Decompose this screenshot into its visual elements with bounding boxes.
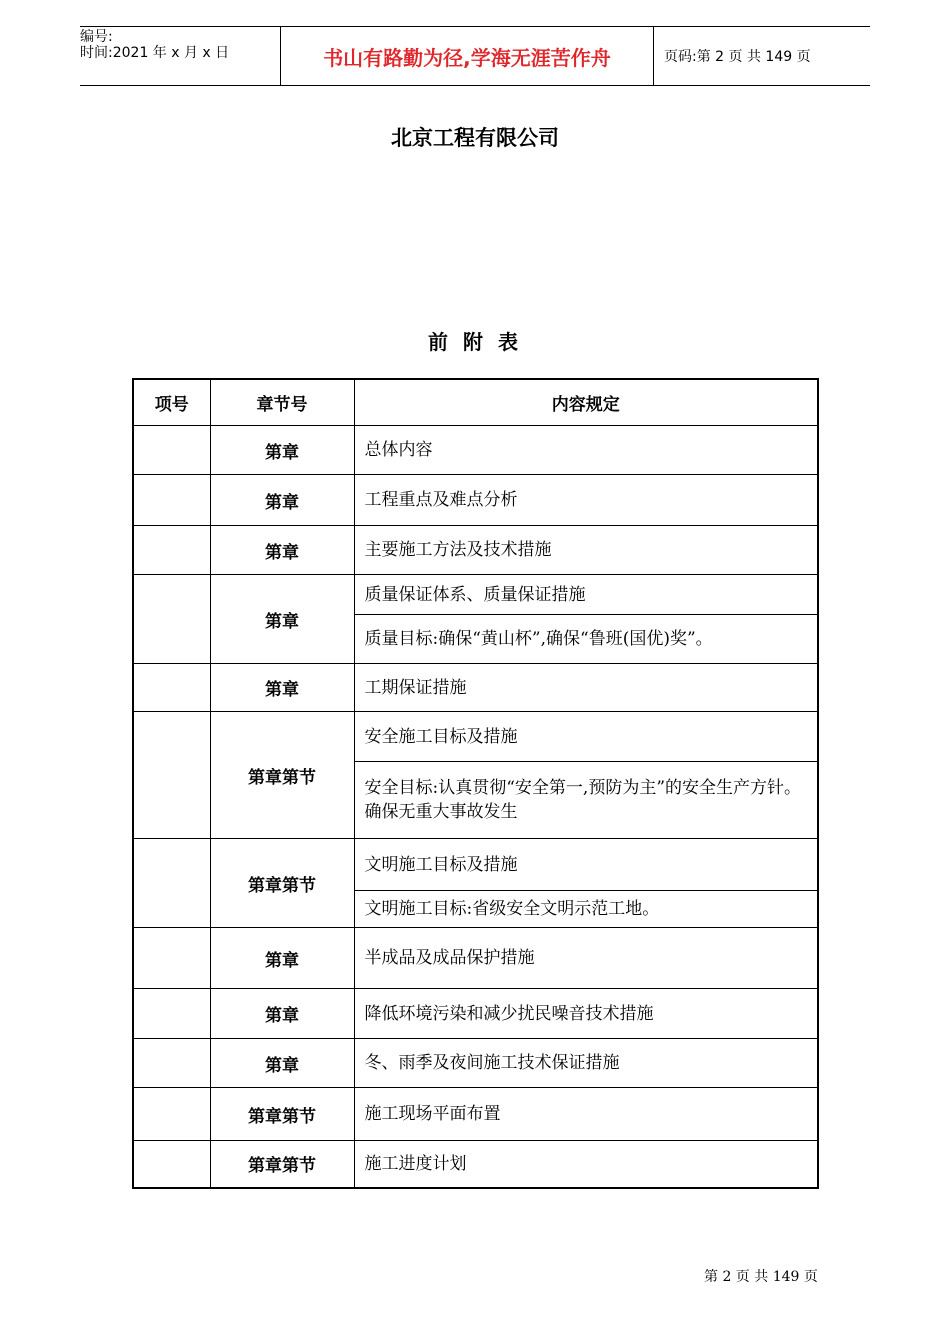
table-row	[133, 928, 818, 989]
table-row	[133, 712, 818, 762]
item-no-cell	[133, 839, 210, 928]
content-cell: 文明施工目标及措施	[354, 839, 818, 891]
item-no-cell	[133, 1039, 210, 1088]
item-no-cell	[133, 526, 210, 575]
table-header-row	[133, 379, 818, 426]
table-row	[133, 1088, 818, 1141]
company-name: 北京工程有限公司	[391, 126, 559, 150]
chapter-cell: 第章	[210, 575, 354, 664]
item-no-cell	[133, 426, 210, 475]
content-cell: 半成品及成品保护措施	[354, 928, 818, 989]
chapter-cell: 第章	[210, 1039, 354, 1088]
item-no-cell	[133, 475, 210, 526]
header-page: 页码:第 2 页 共 149 页	[654, 27, 871, 86]
appendix-table	[132, 378, 819, 1189]
chapter-cell: 第章	[210, 426, 354, 475]
header-chapter: 章节号	[210, 379, 354, 426]
table-row	[133, 575, 818, 615]
chapter-cell: 第章	[210, 928, 354, 989]
page-footer: 第 2 页 共 149 页	[704, 1269, 818, 1285]
content-cell: 工程重点及难点分析	[354, 475, 818, 526]
header-number: 编号:	[80, 29, 113, 45]
content-cell: 总体内容	[354, 426, 818, 475]
table-row	[133, 989, 818, 1039]
content-cell: 主要施工方法及技术措施	[354, 526, 818, 575]
item-no-cell	[133, 1141, 210, 1188]
chapter-cell: 第章	[210, 526, 354, 575]
content-cell: 质量保证体系、质量保证措施	[354, 575, 818, 615]
item-no-cell	[133, 664, 210, 712]
page-header	[80, 26, 870, 86]
document-title: 前 附 表	[428, 330, 522, 354]
header-motto: 书山有路勤为径,学海无涯苦作舟	[281, 27, 654, 86]
table-row	[133, 664, 818, 712]
content-cell: 施工现场平面布置	[354, 1088, 818, 1141]
chapter-cell: 第章第节	[210, 712, 354, 839]
header-item-no: 项号	[133, 379, 210, 426]
item-no-cell	[133, 1088, 210, 1141]
chapter-cell: 第章	[210, 475, 354, 526]
content-cell: 文明施工目标:省级安全文明示范工地。	[354, 891, 818, 928]
table-row	[133, 526, 818, 575]
table-row	[133, 426, 818, 475]
table-row	[133, 475, 818, 526]
chapter-cell: 第章第节	[210, 1088, 354, 1141]
item-no-cell	[133, 712, 210, 839]
table-row	[133, 1141, 818, 1188]
item-no-cell	[133, 575, 210, 664]
chapter-cell: 第章第节	[210, 839, 354, 928]
header-content: 内容规定	[354, 379, 818, 426]
content-cell: 降低环境污染和减少扰民噪音技术措施	[354, 989, 818, 1039]
table-row	[133, 1039, 818, 1088]
content-cell: 工期保证措施	[354, 664, 818, 712]
header-time: 时间:2021 年 x 月 x 日	[80, 45, 230, 61]
item-no-cell	[133, 928, 210, 989]
content-cell: 施工进度计划	[354, 1141, 818, 1188]
table-row	[133, 839, 818, 891]
header-meta	[80, 27, 281, 86]
chapter-cell: 第章	[210, 989, 354, 1039]
item-no-cell	[133, 989, 210, 1039]
chapter-cell: 第章第节	[210, 1141, 354, 1188]
chapter-cell: 第章	[210, 664, 354, 712]
content-cell: 冬、雨季及夜间施工技术保证措施	[354, 1039, 818, 1088]
content-cell: 安全施工目标及措施	[354, 712, 818, 762]
content-cell: 安全目标:认真贯彻“安全第一,预防为主”的安全生产方针。确保无重大事故发生	[354, 762, 818, 839]
content-cell: 质量目标:确保“黄山杯”,确保“鲁班(国优)奖”。	[354, 615, 818, 664]
